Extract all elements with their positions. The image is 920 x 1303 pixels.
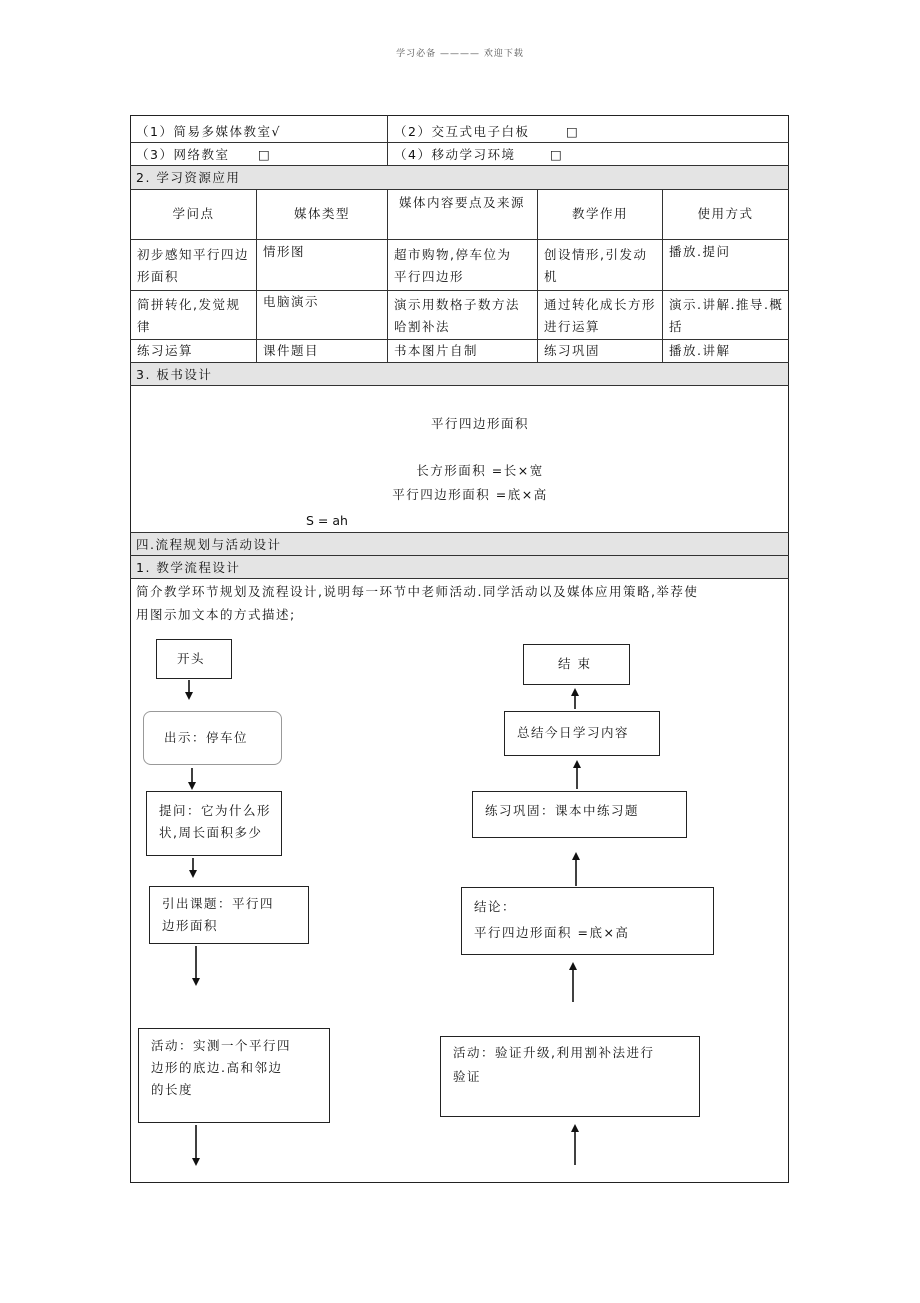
table-cell: 播放.讲解 [669, 343, 731, 358]
flow-practice: 练习巩固：课本中练习题 [472, 791, 687, 838]
table-cell: 演示.讲解.推导.概括 [669, 297, 784, 334]
checkbox-icon: □ [550, 147, 564, 162]
flow-ask: 提问：它为什么形 状,周长面积多少 [146, 791, 282, 856]
env-option-network: （3）网络教室 [136, 147, 230, 162]
board-title: 3. 板书设计 [136, 367, 213, 382]
table-cell: 情形图 [263, 244, 306, 259]
env-option-whiteboard: （2）交互式电子白板 [394, 124, 530, 139]
flow-introduce-topic: 引出课题：平行四 边形面积 [149, 886, 309, 944]
flow-activity-measure: 活动：实测一个平行四 边形的底边.高和邻边 的长度 [138, 1028, 330, 1123]
flow-conclusion: 结论： 平行四边形面积 =底×高 [461, 887, 714, 955]
table-cell: 初步感知平行四边形面积 [137, 247, 250, 284]
flow-summary: 总结今日学习内容 [504, 711, 660, 756]
flow-activity-verify: 活动：验证升级,利用割补法进行 验证 [440, 1036, 700, 1117]
col-header: 媒体类型 [293, 206, 350, 221]
board-formula-parallelogram: 平行四边形面积 =底×高 [392, 487, 548, 502]
table-cell: 通过转化成长方形进行运算 [544, 297, 657, 334]
board-formula-rectangle: 长方形面积 =长×宽 [416, 463, 544, 478]
flow-end: 结 束 [523, 644, 630, 685]
col-header: 媒体内容要点及来源 [398, 195, 525, 210]
table-cell: 练习运算 [137, 343, 194, 358]
table-cell: 书本图片自制 [394, 343, 479, 358]
process-description-cont: 用图示加文本的方式描述; [136, 607, 296, 622]
page-header: 学习必备 ———— 欢迎下载 [396, 49, 524, 59]
col-header: 使用方式 [697, 206, 754, 221]
resources-title: 2. 学习资源应用 [136, 170, 241, 185]
col-header: 学问点 [172, 206, 215, 221]
process-subtitle: 1. 教学流程设计 [136, 560, 241, 575]
table-cell: 演示用数格子数方法哈割补法 [394, 297, 521, 334]
table-cell: 课件题目 [263, 343, 320, 358]
process-description: 简介教学环节规划及流程设计,说明每一环节中老师活动.同学活动以及媒体应用策略,举荐使 [136, 584, 699, 599]
board-heading: 平行四边形面积 [430, 416, 529, 431]
table-cell: 简拼转化,发觉规律 [137, 297, 241, 334]
env-option-mobile: （4）移动学习环境 [394, 147, 516, 162]
table-cell: 创设情形,引发动机 [544, 247, 648, 284]
table-cell: 播放.提问 [669, 244, 731, 259]
env-option-simple-multimedia: （1）简易多媒体教室√ [136, 124, 281, 139]
checkbox-icon: □ [258, 147, 272, 162]
checkbox-icon: □ [566, 124, 580, 139]
process-title: 四.流程规划与活动设计 [136, 537, 282, 552]
table-cell: 电脑演示 [263, 294, 320, 309]
table-cell: 练习巩固 [544, 343, 601, 358]
flow-start: 开头 [156, 639, 232, 679]
table-cell: 超市购物,停车位为平行四边形 [394, 247, 512, 284]
col-header: 教学作用 [571, 206, 628, 221]
flow-show-parking: 出示：停车位 [143, 711, 282, 765]
board-formula-short: S = ah [306, 513, 348, 528]
